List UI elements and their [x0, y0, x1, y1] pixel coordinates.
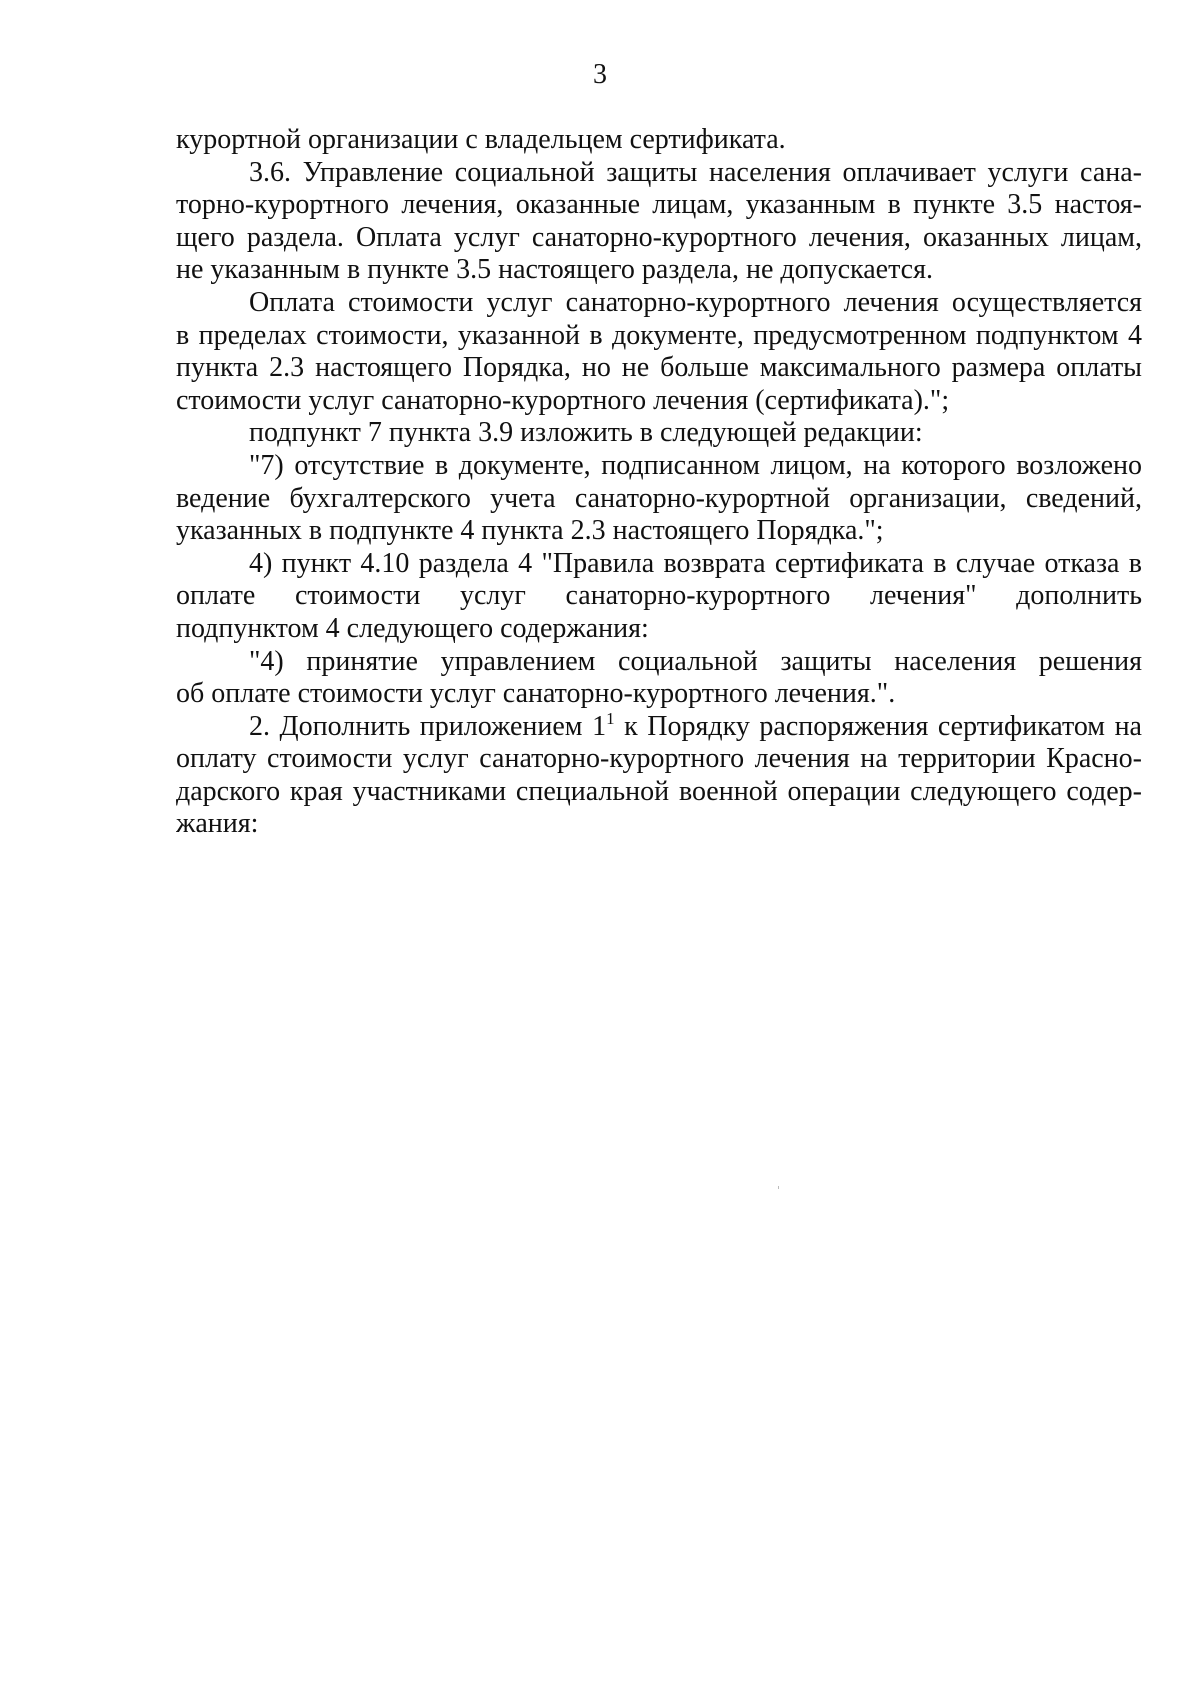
- text-line: пункта 2.3 настоящего Порядка, но не больше максимального размера оплаты: [176, 352, 1142, 384]
- text-line: Оплата стоимости услуг санаторно-курортного лечения осуществляется: [249, 286, 1142, 318]
- text-line: жания:: [176, 808, 259, 840]
- text-line: дарского края участниками специальной военной операции следующего содер-: [176, 775, 1142, 807]
- text-line: щего раздела. Оплата услуг санаторно-курортного лечения, оказанных лицам,: [176, 221, 1142, 253]
- superscript: 1: [606, 710, 615, 728]
- scan-speck: [778, 1186, 779, 1189]
- appendix-line: [176, 711, 1142, 744]
- text-line: "7) отсутствие в документе, подписанном лицом, на которого возложено: [249, 449, 1142, 481]
- text-line: подпункт 7 пункта 3.9 изложить в следующей редакции:: [249, 417, 923, 449]
- text-line: "4) принятие управлением социальной защиты населения решения: [249, 645, 1142, 677]
- text-line: курортной организации с владельцем сертификата.: [176, 124, 786, 155]
- appendix-line-start: 2. Дополнить приложением 1: [249, 710, 607, 742]
- text-line: подпунктом 4 следующего содержания:: [176, 612, 649, 644]
- appendix-line-end: к Порядку распоряжения сертификатом на: [614, 710, 1142, 742]
- text-line: стоимости услуг санаторно-курортного лечения (сертификата).";: [176, 384, 950, 416]
- text-line: ведение бухгалтерского учета санаторно-курортной организации, сведений,: [176, 482, 1142, 514]
- text-line: указанных в подпункте 4 пункта 2.3 настоящего Порядка.";: [176, 515, 884, 547]
- text-line: оплату стоимости услуг санаторно-курортного лечения на территории Красно-: [176, 743, 1142, 775]
- text-line: 4) пункт 4.10 раздела 4 "Правила возврата сертификата в случае отказа в: [249, 547, 1142, 579]
- text-line: не указанным в пункте 3.5 настоящего раздела, не допускается.: [176, 254, 933, 286]
- text-line: 3.6. Управление социальной защиты населения оплачивает услуги сана-: [249, 156, 1142, 188]
- body-text: [176, 124, 1142, 841]
- text-line: оплате стоимости услуг санаторно-курортного лечения" дополнить: [176, 580, 1142, 612]
- text-line: торно-курортного лечения, оказанные лицам, указанным в пункте 3.5 настоя-: [176, 189, 1142, 221]
- text-line: в пределах стоимости, указанной в документе, предусмотренном подпунктом 4: [176, 319, 1142, 351]
- text-line: об оплате стоимости услуг санаторно-курортного лечения.".: [176, 678, 896, 710]
- page-number: 3: [593, 59, 607, 90]
